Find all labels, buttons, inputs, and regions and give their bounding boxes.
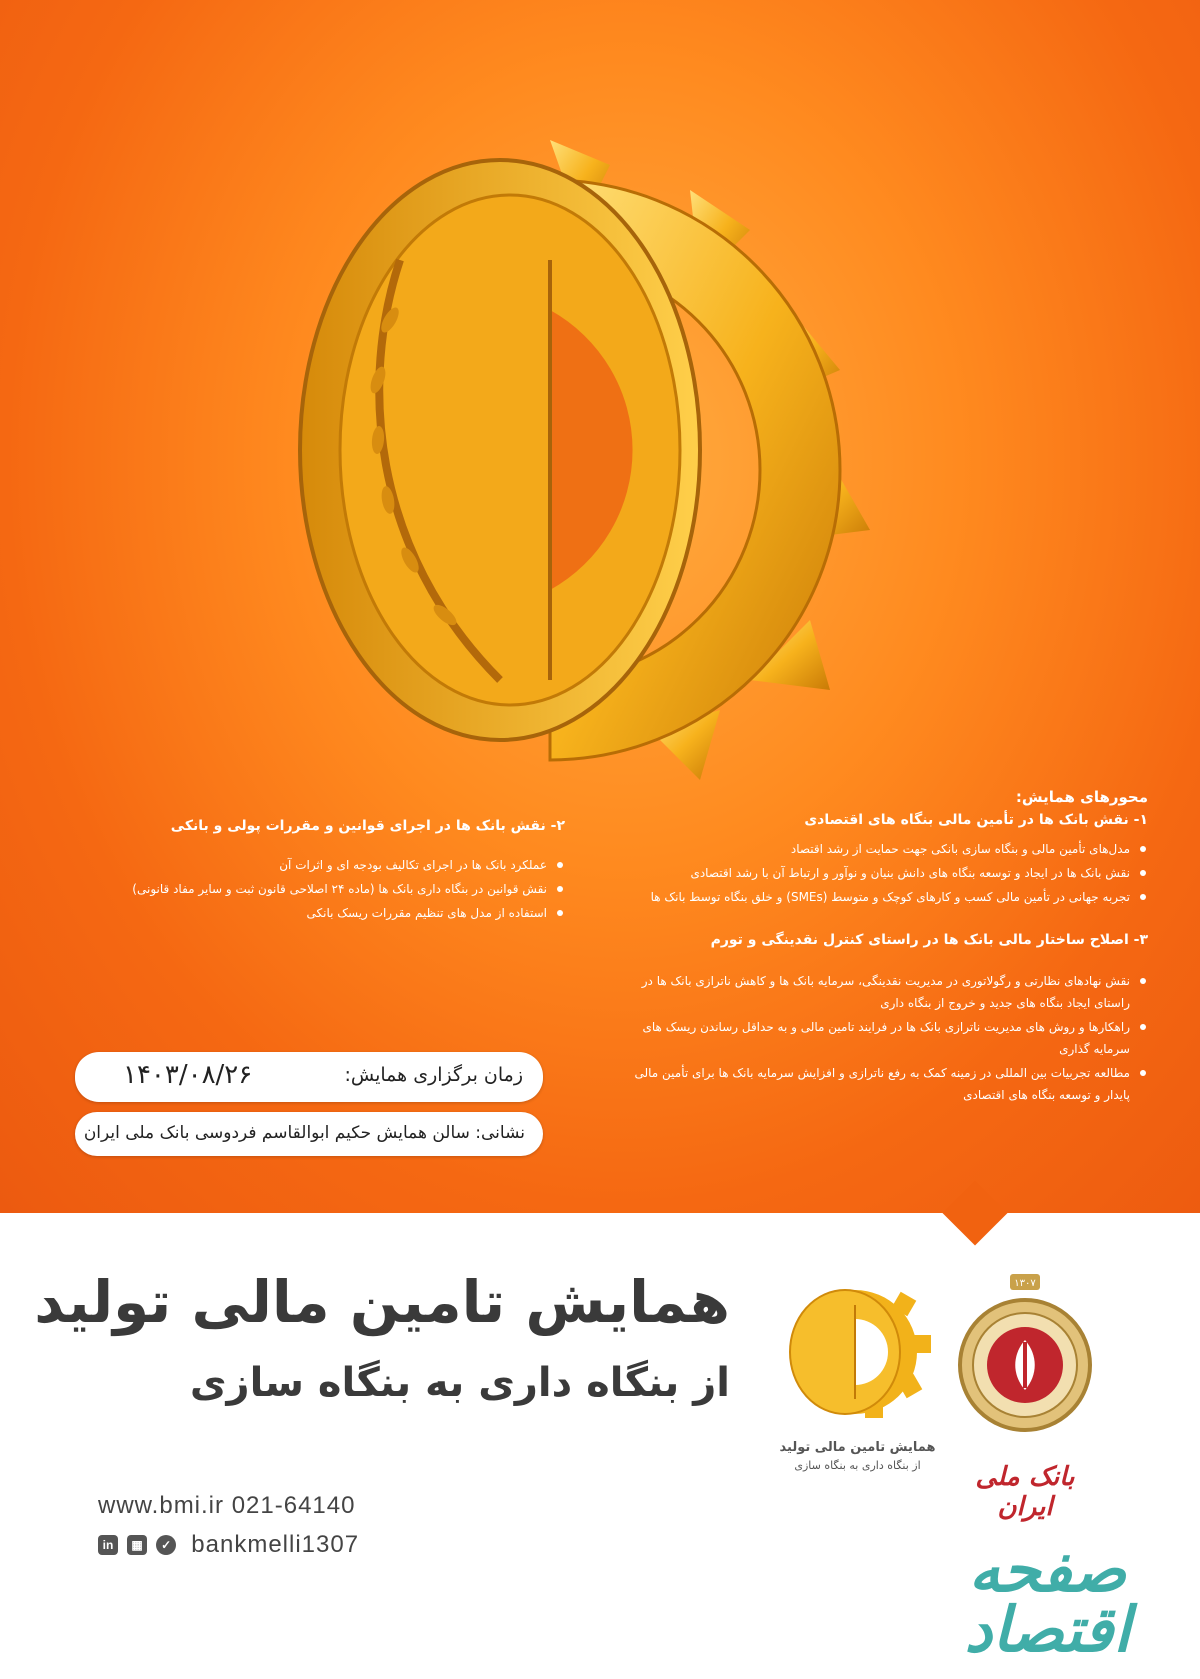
section3-heading: ۳- اصلاح ساختار مالی بانک ها در راستای کنترل نقدینگی و تورم — [710, 932, 1148, 948]
gold-gear-coin-illustration — [250, 120, 950, 800]
social-handle[interactable]: bankmelli1307 — [191, 1531, 360, 1558]
bank-melli-emblem-icon — [950, 1270, 1100, 1450]
verified-icon[interactable]: ✓ — [156, 1535, 176, 1555]
section2-item: نقش قوانین در بنگاه داری بانک ها (ماده ۲۴ اصلاحی قانون ثبت و سایر مفاد قانونی) — [45, 878, 565, 900]
linkedin-icon[interactable]: in — [98, 1535, 118, 1555]
event-address-pill — [75, 1112, 543, 1156]
contact-line — [98, 1492, 355, 1520]
conference-logo-line1: همایش تامین مالی تولید — [779, 1440, 936, 1455]
bank-name-logotype: بانک ملی ایران — [975, 1462, 1075, 1522]
social-row — [98, 1531, 359, 1563]
section3-item: مطالعه تجربیات بین المللی در زمینه کمک به رفع ناترازی و افزایش سرمایه بانک ها برای تأمین مالی پایدار و توسعه بنگاه های اقتصادی — [608, 1062, 1148, 1106]
axes-column-right — [608, 812, 1148, 1108]
section2-heading: ۲- نقش بانک ها در اجرای قوانین و مقررات پولی و بانکی — [170, 818, 565, 834]
watermark-logo — [905, 1533, 1190, 1666]
section3-item: راهکارها و روش های مدیریت ناترازی بانک ها در فرایند تامین مالی و به حداقل رساندن ریسک های سرمایه گذاری — [608, 1016, 1148, 1060]
event-address: نشانی: سالن همایش حکیم ابوالقاسم فردوسی بانک ملی ایران — [83, 1123, 525, 1143]
conference-logo-caption — [770, 1440, 945, 1472]
event-title: همایش تامین مالی تولید — [34, 1268, 730, 1336]
watermark-text: صفحه اقتصاد — [964, 1533, 1131, 1666]
section1-heading: ۱- نقش بانک ها در تأمین مالی بنگاه های اقتصادی — [804, 812, 1148, 828]
event-date-pill — [75, 1052, 543, 1102]
conference-logo-line2: از بنگاه داری به بنگاه سازی — [794, 1459, 921, 1472]
phone-number: 021-64140 — [231, 1492, 356, 1519]
axes-title: محورهای همایش: — [1015, 788, 1148, 806]
emblem-year: ۱۳۰۷ — [1014, 1278, 1036, 1289]
event-date-value: ۱۴۰۳/۰۸/۲۶ — [123, 1060, 253, 1090]
event-date-label: زمان برگزاری همایش: — [344, 1064, 523, 1086]
axes-column-left — [45, 818, 565, 926]
aparat-icon[interactable]: ▦ — [127, 1535, 147, 1555]
section2-item: استفاده از مدل های تنظیم مقررات ریسک بانکی — [45, 902, 565, 924]
section2-item: عملکرد بانک ها در اجرای تکالیف بودجه ای و اثرات آن — [45, 854, 565, 876]
website-link[interactable]: www.bmi.ir — [98, 1492, 225, 1519]
event-subtitle: از بنگاه داری به بنگاه سازی — [189, 1360, 730, 1406]
section1-item: نقش بانک ها در ایجاد و توسعه بنگاه های دانش بنیان و نوآور و ارتباط آن با رشد اقتصادی — [608, 862, 1148, 884]
conference-logo-icon — [775, 1275, 935, 1425]
section1-item: تجربه جهانی در تأمین مالی کسب و کارهای کوچک و متوسط (SMEs) و خلق بنگاه توسط بانک ها — [608, 886, 1148, 908]
section1-item: مدل‌های تأمین مالی و بنگاه سازی بانکی جهت حمایت از رشد اقتصاد — [608, 838, 1148, 860]
section3-item: نقش نهادهای نظارتی و رگولاتوری در مدیریت نقدینگی، سرمایه بانک ها و کاهش ناترازی بانک ها در راستای ایجاد بنگاه های جدید و خروج از بنگاه داری — [608, 970, 1148, 1014]
